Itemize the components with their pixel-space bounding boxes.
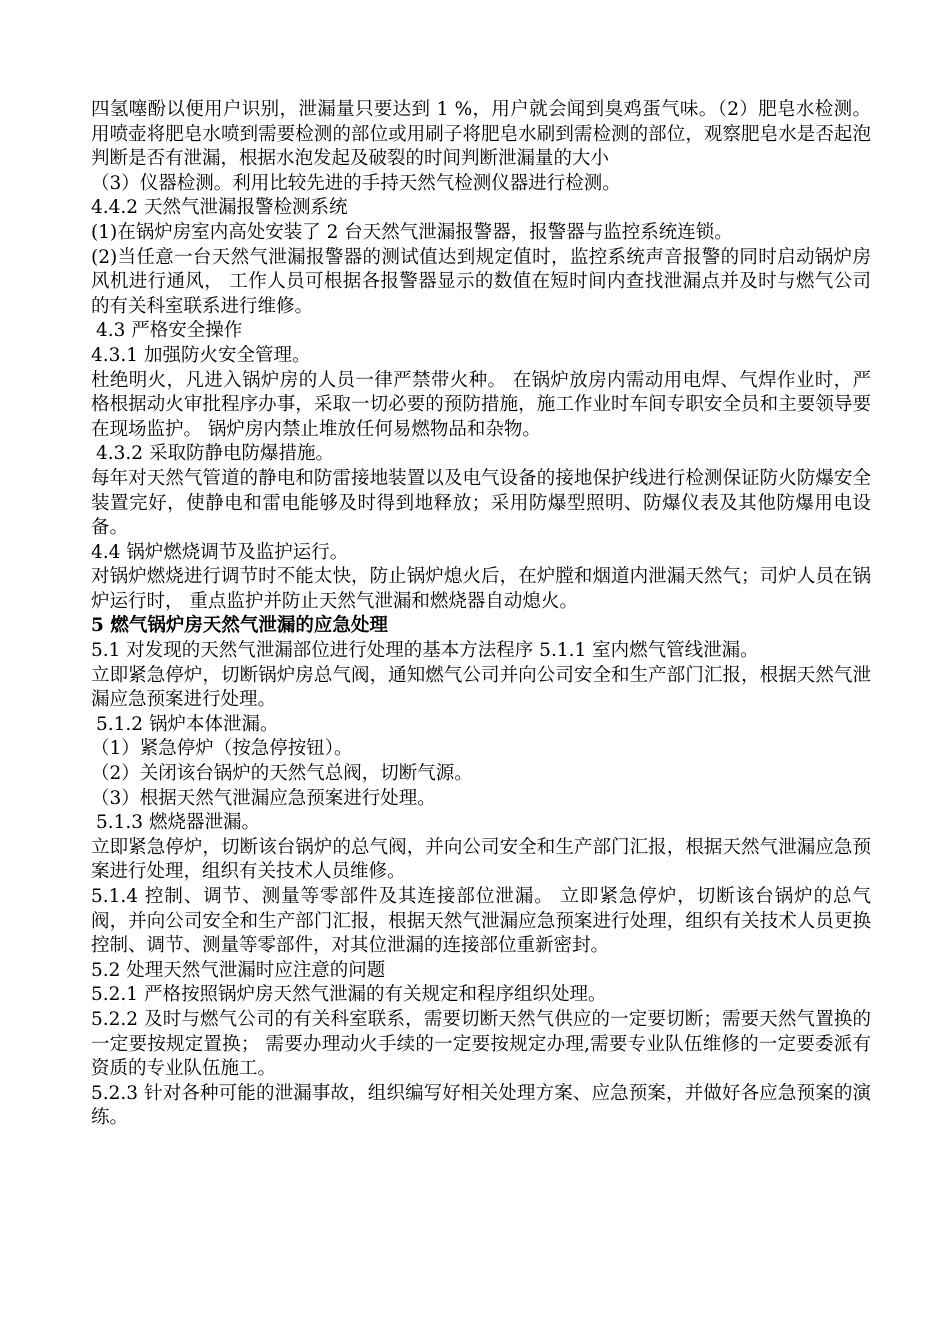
section-heading: 5.2 处理天然气泄漏时应注意的问题 (91, 959, 386, 981)
section-heading: 4.3.2 采取防静电防爆措施。 (96, 443, 334, 465)
paragraph: 四氢噻酚以便用户识别，泄漏量只要达到 1 %，用户就会闻到臭鸡蛋气味。（2）肥皂水检测。用喷壶将肥皂水喷到需要检测的部位或用刷子将肥皂水刷到需检测的部位，观察肥皂水是否起泡判断是否有泄漏，根据水泡发起及破裂的时间判断泄漏量的大小 (91, 99, 871, 170)
list-item: （3）根据天然气泄漏应急预案进行处理。 (91, 787, 436, 809)
paragraph: 5.2.2 及时与燃气公司的有关科室联系，需要切断天然气供应的一定要切断；需要天然气置换的一定要按规定置换； 需要办理动火手续的一定要按规定办理,需要专业队伍维修的一定要委派有资质的专业队伍施工。 (91, 1008, 871, 1080)
chapter-heading: 5 燃气锅炉房天然气泄漏的应急处理 (91, 615, 388, 637)
paragraph: 杜绝明火，凡进入锅炉房的人员一律严禁带火种。 在锅炉放房内需动用电焊、气焊作业时，严格根据动火审批程序办事，采取一切必要的预防措施，施工作业时车间专职安全员和主要领导要在现场监护。 锅炉房内禁止堆放任何易燃物品和杂物。 (91, 369, 871, 440)
section-heading: 5.1.2 锅炉本体泄漏。 (96, 713, 279, 735)
paragraph: 立即紧急停炉，切断锅炉房总气阀，通知燃气公司并向公司安全和生产部门汇报，根据天然气泄漏应急预案进行处理。 (91, 664, 871, 711)
section-heading: 4.4.2 天然气泄漏报警检测系统 (91, 197, 348, 219)
paragraph: 每年对天然气管道的静电和防雷接地装置以及电气设备的接地保护线进行检测保证防火防爆安全装置完好，使静电和雷电能够及时得到地释放；采用防爆型照明、防爆仪表及其他防爆用电设备。 (91, 467, 871, 539)
section-heading: 5.1 对发现的天然气泄漏部位进行处理的基本方法程序 5.1.1 室内燃气管线泄漏。 (91, 640, 759, 662)
paragraph: （3）仪器检测。利用比较先进的手持天然气检测仪器进行检测。 (91, 172, 621, 194)
section-heading: 4.3.1 加强防火安全管理。 (91, 344, 311, 366)
paragraph: 立即紧急停炉，切断该台锅炉的总气阀，并向公司安全和生产部门汇报，根据天然气泄漏应急预案进行处理，组织有关技术人员维修。 (91, 836, 871, 883)
section-heading: 4.3 严格安全操作 (96, 320, 243, 342)
section-heading: 5.1.3 燃烧器泄漏。 (96, 812, 260, 834)
paragraph: 5.2.1 严格按照锅炉房天然气泄漏的有关规定和程序组织处理。 (91, 984, 607, 1006)
paragraph: 5.2.3 针对各种可能的泄漏事故，组织编写好相关处理方案、应急预案，并做好各应急预案的演练。 (91, 1082, 871, 1129)
paragraph: (2)当任意一台天然气泄漏报警器的测试值达到规定值时，监控系统声音报警的同时启动锅炉房风机进行通风， 工作人员可根据各报警器显示的数值在短时间内查找泄漏点并及时与燃气公司的有关科室联系进行维修。 (91, 246, 871, 317)
section-heading: 4.4 锅炉燃烧调节及监护运行。 (91, 541, 349, 563)
paragraph: 5.1.4 控制、调节、测量等零部件及其连接部位泄漏。 立即紧急停炉，切断该台锅炉的总气阀，并向公司安全和生产部门汇报，根据天然气泄漏应急预案进行处理，组织有关技术人员更换控制、调节、测量等零部件，对其位泄漏的连接部位重新密封。 (91, 886, 871, 957)
paragraph: 对锅炉燃烧进行调节时不能太快，防止锅炉熄火后，在炉膛和烟道内泄漏天然气；司炉人员在锅炉运行时， 重点监护并防止天然气泄漏和燃烧器自动熄火。 (91, 566, 871, 612)
document-page (91, 98, 871, 1131)
list-item: （1）紧急停炉（按急停按钮）。 (91, 738, 353, 760)
paragraph: (1)在锅炉房室内高处安装了 2 台天然气泄漏报警器，报警器与监控系统连锁。 (91, 221, 733, 243)
list-item: （2）关闭该台锅炉的天然气总阀，切断气源。 (91, 763, 473, 785)
